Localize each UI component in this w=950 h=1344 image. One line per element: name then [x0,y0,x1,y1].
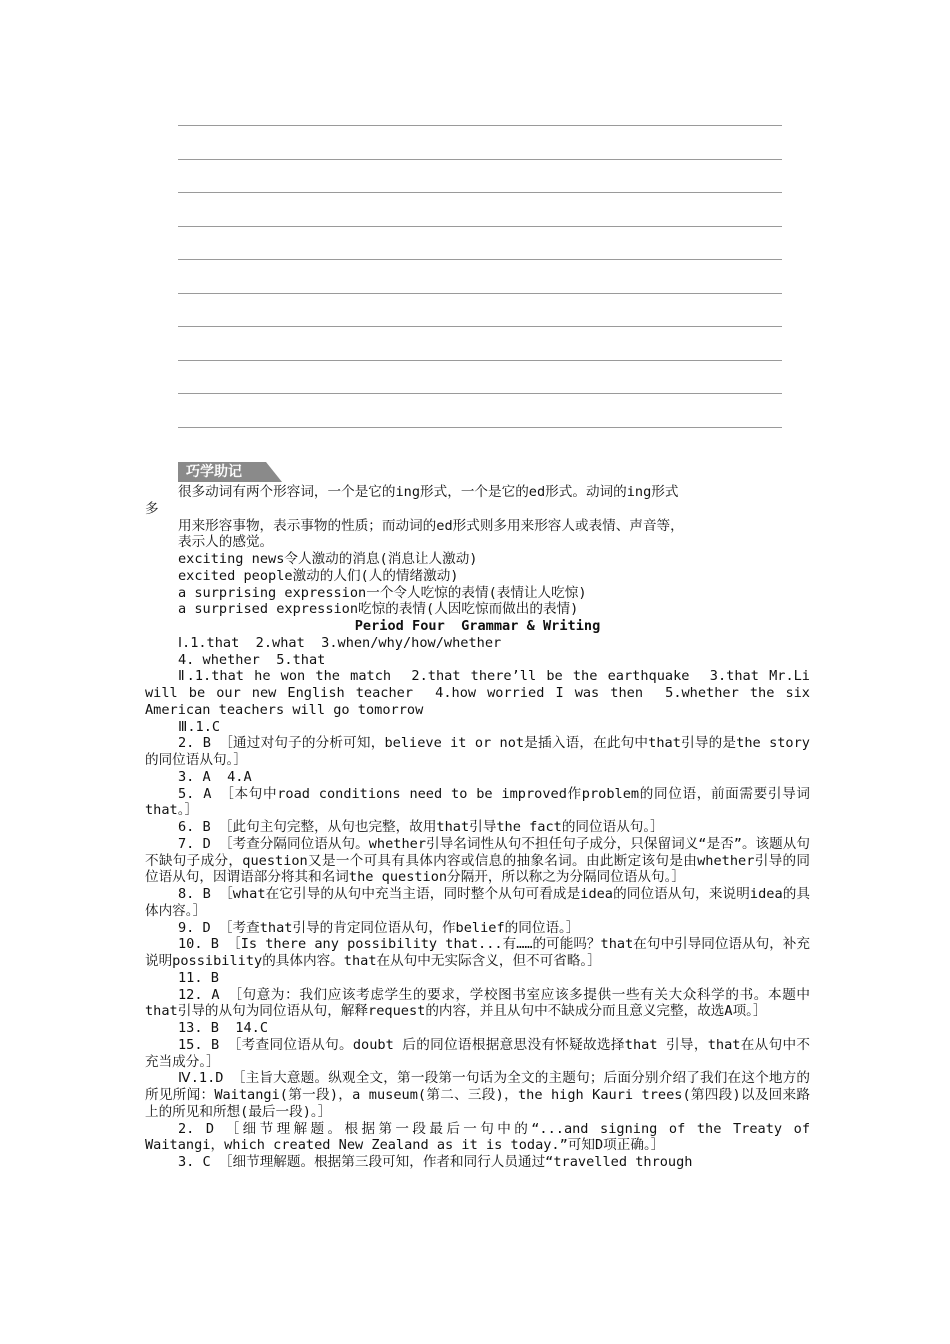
answer-line: 3. A 4.A [178,768,252,785]
answer-line: Ⅲ.1.C [178,718,221,735]
answer-paragraph: 7. D ［考查分隔同位语从句。whether引导名词性从句不担任句子成分，只保留词义“是否”。该题从句不缺句子成分，question又是一个可具有具体内容或信息的抽象名词。由此断定该句是由whether引导的同位语从句，因谓语部分将其和名词the question分隔开，所以称之为分隔同位语从句。］ [145,835,810,886]
period-title: Period Four Grammar & Writing [354,618,601,634]
answer-line: 4. whether 5.that [178,651,326,668]
tip-line: 很多动词有两个形容词，一个是它的ing形式，一个是它的ed形式。动词的ing形式 [178,484,679,500]
memory-tip-tag: 巧学助记 [178,462,266,482]
tip-example: exciting news令人激动的消息(消息让人激动) [178,551,478,567]
answer-paragraph: 6. B ［此句主句完整，从句也完整，故用that引导the fact的同位语从句。］ [178,819,664,835]
answer-paragraph: 2. B ［通过对句子的分析可知，believe it or not是插入语，在此句中that引导的是the story的同位语从句。］ [145,735,810,768]
writing-line [178,159,782,160]
answer-paragraph: Ⅳ.1.D ［主旨大意题。纵观全文，第一段第一句话为全文的主题句；后面分别介绍了我们在这个地方的所见所闻：Waitangi(第一段)，a museum(第二、三段)，the high Kauri trees(第四段)以及回来路上的所见和所想(最后一段)。］ [145,1070,810,1120]
answer-paragraph: 10. B ［Is there any possibility that...有……的可能吗？that在句中引导同位语从句，补充说明possibility的具体内容。that在从句中无实际含义，但不可省略。］ [145,936,810,969]
answer-paragraph: Ⅱ.1.that he won the match 2.that there’ll be the earthquake 3.that Mr.Li will be our new English teacher 4.how worried I was then 5.whether the six American teachers will go tomorrow [145,668,819,718]
document-body [145,484,819,1171]
tip-line: 用来形容事物，表示事物的性质；而动词的ed形式则多用来形容人或表情、声音等， [178,517,684,534]
tip-line: 表示人的感觉。 [178,534,274,551]
writing-line [178,125,782,126]
answer-paragraph: 2. D ［细节理解题。根据第一段最后一句中的“...and signing of the Treaty of Waitangi，which created New Zealand as it is today.”可知D项正确。］ [145,1120,819,1154]
writing-line [178,326,782,327]
answer-line: 13. B 14.C [178,1020,269,1036]
writing-line [178,226,782,227]
answer-line: 11. B [178,969,219,986]
writing-line [178,259,782,260]
writing-lines [178,125,782,460]
writing-line [178,293,782,294]
answer-paragraph: 3. C ［细节理解题。根据第三段可知，作者和同行人员通过“travelled through [178,1154,693,1170]
answer-paragraph: 9. D ［考查that引导的肯定同位语从句，作belief的同位语。］ [178,919,580,936]
tip-line: 多 [145,500,159,517]
tip-example: excited people激动的人们(人的情绪激动) [178,567,459,584]
writing-line [178,192,782,193]
answer-paragraph: 15. B ［考查同位语从句。doubt 后的同位语根据意思没有怀疑故选择that 引导，that在从句中不充当成分。］ [145,1036,810,1070]
tip-example: a surprised expression吃惊的表情(人因吃惊而做出的表情) [178,601,579,618]
answer-paragraph: 8. B ［what在它引导的从句中充当主语，同时整个从句可看成是idea的同位语从句，来说明idea的具体内容。］ [145,886,810,919]
tip-example: a surprising expression一个令人吃惊的表情(表情让人吃惊) [178,584,587,601]
writing-line [178,427,782,428]
writing-line [178,393,782,394]
answer-paragraph: 5. A ［本句中road conditions need to be improved作problem的同位语，前面需要引导词that。］ [145,785,810,819]
writing-line [178,360,782,361]
answer-line: Ⅰ.1.that 2.what 3.when/why/how/whether [178,634,502,651]
answer-paragraph: 12. A ［句意为：我们应该考虑学生的要求，学校图书室应该多提供一些有关大众科学的书。本题中that引导的从句为同位语从句，解释request的内容，并且从句中不缺成分而且意义完整，故选A项。］ [145,986,810,1020]
